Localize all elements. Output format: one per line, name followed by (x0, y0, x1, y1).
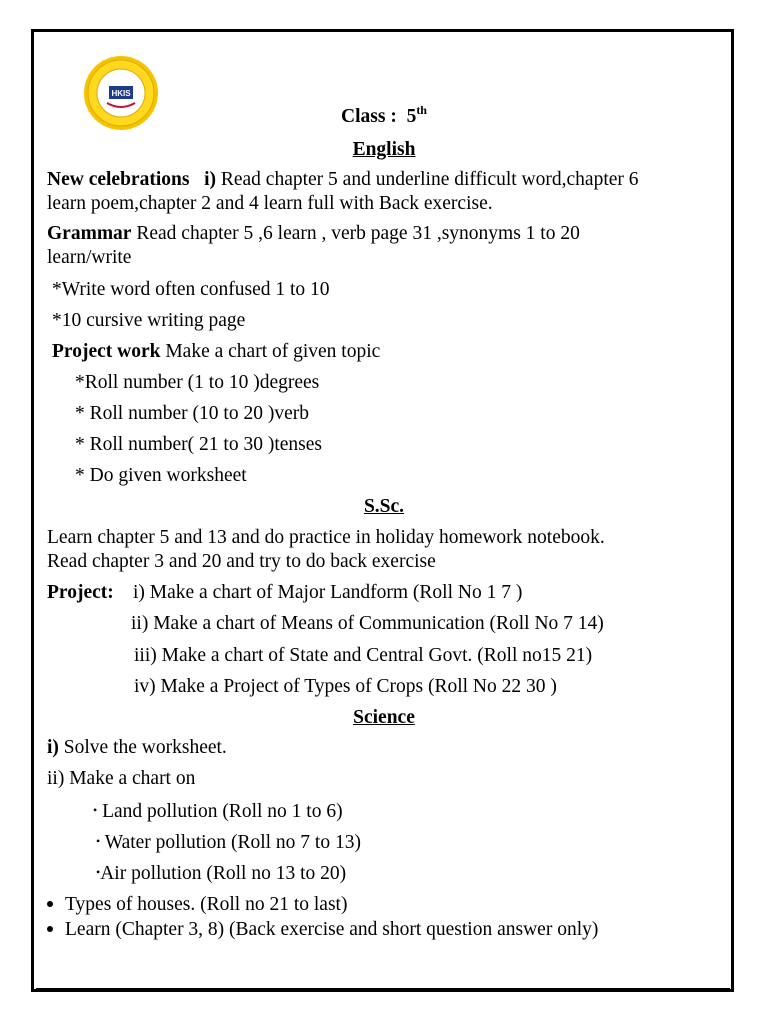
english-topic: *Roll number (1 to 10 )degrees (75, 372, 320, 393)
project-work-text: Make a chart of given topic (160, 341, 381, 362)
new-celebrations-text: Read chapter 5 and underline difficult word,chapter 6 (215, 169, 639, 190)
class-label: Class : (341, 106, 397, 127)
bullet-icon (47, 901, 53, 907)
new-celebrations-num: i) (204, 169, 216, 190)
ssc-project: ii) Make a chart of Means of Communication (Roll No 7 14) (131, 613, 604, 634)
item-cursive: *10 cursive writing page (52, 310, 246, 331)
item-confused: *Write word often confused 1 to 10 (52, 279, 330, 300)
pollution-text: Land pollution (Roll no 1 to 6) (102, 801, 343, 822)
pollution-text: Water pollution (Roll no 7 to 13) (104, 832, 361, 853)
science-bullet (47, 894, 347, 916)
grammar-line2: learn/write (47, 247, 132, 268)
class-sup: th (416, 103, 427, 117)
new-celebrations-line1 (47, 169, 639, 191)
grammar-text: Read chapter 5 ,6 learn , verb page 31 ,synonyms 1 to 20 (131, 223, 580, 244)
pollution-text: Air pollution (Roll no 13 to 20) (100, 863, 347, 884)
class-title (0, 103, 768, 128)
science-heading: Science (353, 707, 415, 728)
pollution-item: • Water pollution (Roll no 7 to 13) (96, 832, 361, 853)
pollution-item: •Air pollution (Roll no 13 to 20) (96, 863, 347, 884)
ssc-line2: Read chapter 3 and 20 and try to do back exercise (47, 551, 436, 572)
english-topic: * Do given worksheet (75, 465, 247, 486)
ssc-project: iii) Make a chart of State and Central Govt. (Roll no15 21) (134, 645, 593, 666)
ssc-project-label: Project: (47, 582, 114, 603)
grammar-line1 (47, 223, 580, 245)
class-value: 5 (406, 106, 417, 127)
pollution-item: • Land pollution (Roll no 1 to 6) (93, 801, 343, 822)
science-bullet-text: Types of houses. (Roll no 21 to last) (65, 894, 348, 915)
science-item1-text: Solve the worksheet. (58, 737, 227, 758)
ssc-line1: Learn chapter 5 and 13 and do practice in holiday homework notebook. (47, 527, 605, 548)
ssc-project: i) Make a chart of Major Landform (Roll No 1 7 ) (133, 582, 523, 603)
ssc-heading: S.Sc. (363, 496, 405, 517)
english-heading: English (352, 139, 416, 160)
science-bullet (47, 919, 598, 941)
english-topic: * Roll number( 21 to 30 )tenses (75, 434, 322, 455)
ssc-project: iv) Make a Project of Types of Crops (Roll No 22 30 ) (134, 676, 557, 697)
project-work-label: Project work (52, 341, 161, 362)
bottom-rule (36, 988, 730, 989)
science-item1 (47, 737, 227, 759)
new-celebrations-line2: learn poem,chapter 2 and 4 learn full with Back exercise. (47, 193, 493, 214)
project-work-line (52, 341, 380, 363)
bullet-icon (47, 926, 53, 932)
science-item1-num: i) (47, 737, 59, 758)
logo-badge: HKIS (111, 89, 131, 98)
science-item2: ii) Make a chart on (47, 768, 196, 789)
science-bullet-text: Learn (Chapter 3, 8) (Back exercise and short question answer only) (65, 919, 599, 940)
english-topic: * Roll number (10 to 20 )verb (75, 403, 309, 424)
grammar-label: Grammar (47, 223, 132, 244)
new-celebrations-label: New celebrations (47, 169, 190, 190)
